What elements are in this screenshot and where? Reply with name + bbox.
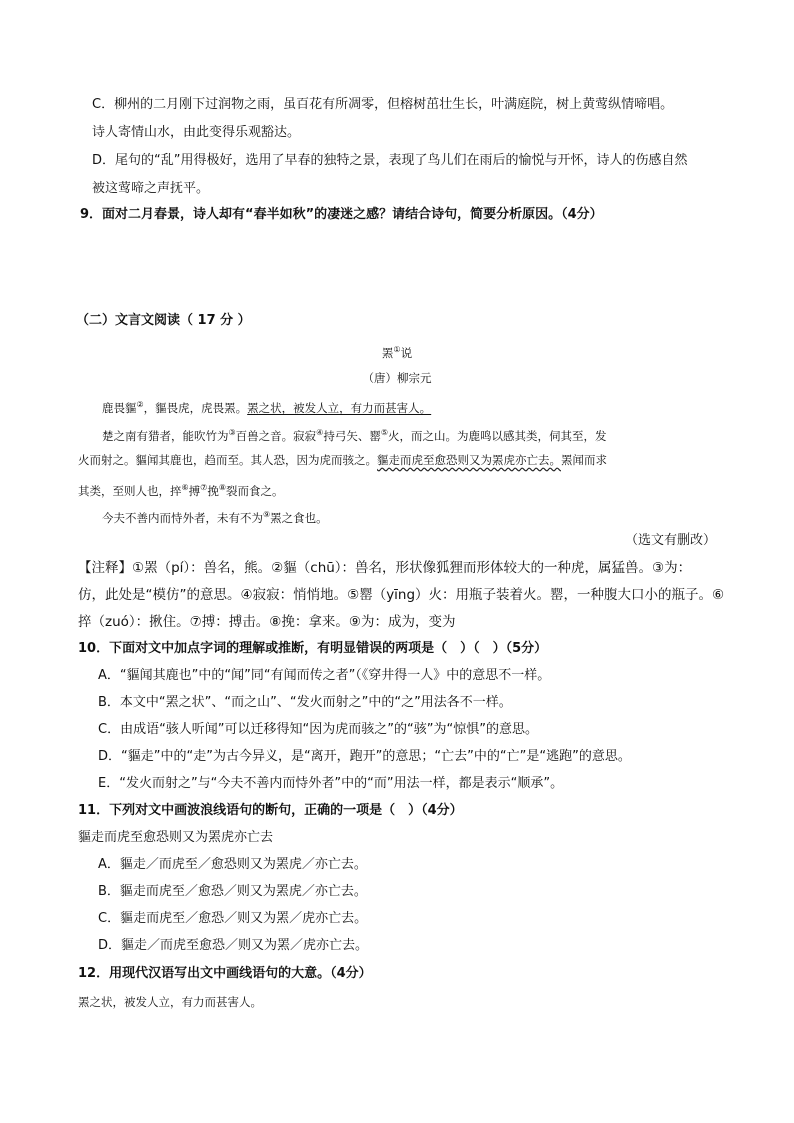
source-note: （选文有删改） [624, 533, 716, 548]
q8-option-c-line1: C．柳州的二月刚下过润物之雨，虽百花有所凋零，但榕树茁壮生长，叶满庭院，树上黄莺纵情啼唱。 [92, 97, 674, 112]
notes-line-3: 捽（zuó）：揪住。⑦搏：搏击。⑧挽：拿来。⑨为：成为，变为 [78, 614, 456, 630]
passage-paragraph-2-line3: 其类，至则人也，捽⑥搏⑦挽⑧裂而食之。 [78, 483, 284, 498]
passage-paragraph-2-line2: 火而射之。貙闻其鹿也，趋而至。其人恐，因为虎而骇之。貙走而虎至愈恐则又为罴虎亦亡去。罴闻而求 [78, 453, 607, 467]
wavy-underlined-sentence: 貙走而虎至愈恐则又为罴虎亦亡去。 [377, 453, 561, 467]
q10-option-d: D．“貙走”中的“走”为古今异义，是“离开，跑开”的意思；“亡去”中的“亡”是“逃跑”的意思。 [98, 749, 631, 764]
q11-option-d: D．貙走／而虎至愈恐／则又为罴／虎亦亡去。 [98, 938, 369, 953]
passage-paragraph-3: 今夫不善内而恃外者，未有不为⑨罴之食也。 [102, 510, 328, 525]
q11-option-c: C．貙走而虎至／愈恐／则又为罴／虎亦亡去。 [98, 911, 368, 926]
q11-sentence: 貙走而虎至愈恐则又为罴虎亦亡去 [78, 830, 274, 845]
section2-heading: （二）文言文阅读（ 17 分 ） [76, 313, 251, 328]
q8-option-c-line2: 诗人寄情山水，由此变得乐观豁达。 [92, 125, 301, 140]
q11-option-b: B．貙走而虎至／愈恐／则又为罴虎／亦亡去。 [98, 884, 367, 899]
passage-author: （唐）柳宗元 [362, 371, 432, 385]
underlined-sentence: 罴之状，被发人立，有力而甚害人。 [247, 400, 432, 415]
q8-option-d-line1: D．尾句的“乱”用得极好，选用了早春的独特之景，表现了鸟儿们在雨后的愉悦与开怀，诗人的伤感自然 [92, 153, 688, 168]
q8-option-d-line2: 被这莺啼之声抚平。 [92, 181, 210, 196]
notes-line-1: 【注释】①罴（pí）：兽名，熊。②貙（chū）：兽名，形状像狐狸而形体较大的一种虎，属猛兽。③为： [78, 560, 692, 576]
q10-option-a: A．“貙闻其鹿也”中的“闻”同“有闻而传之者”（《穿井得一人》中的意思不一样。 [98, 668, 551, 683]
q12-sentence: 罴之状，被发人立，有力而甚害人。 [78, 995, 262, 1009]
q10-option-c: C．由成语“骇人听闻”可以迁移得知“因为虎而骇之”的“骇”为“惊惧”的意思。 [98, 722, 538, 737]
q11-option-a: A．貙走／而虎至／愈恐则又为罴虎／亦亡去。 [98, 857, 367, 872]
q10-stem: 10．下面对文中加点字词的理解或推断，有明显错误的两项是（ ）（ ）（5分） [78, 641, 548, 656]
passage-paragraph-2-line1: 楚之南有猎者，能吹竹为③百兽之音。寂寂④持弓矢、罂⑤火，而之山。为鹿鸣以感其类，伺其至，发 [102, 428, 607, 443]
q10-option-b: B．本文中“罴之状”、“而之山”、“发火而射之”中的“之”用法各不一样。 [98, 695, 512, 710]
q9-stem: 9．面对二月春景，诗人却有“春半如秋”的凄迷之感？请结合诗句，简要分析原因。（4分） [80, 207, 603, 222]
passage-title: 罴①说 [381, 345, 413, 360]
q10-option-e: E．“发火而射之”与“今夫不善内而恃外者”中的“而”用法一样，都是表示“顺承”。 [98, 776, 564, 791]
q11-stem: 11．下列对文中画波浪线语句的断句，正确的一项是（ ）（4分） [78, 803, 463, 818]
q12-stem: 12．用现代汉语写出文中画线语句的大意。（4分） [78, 966, 372, 981]
notes-line-2: 仿，此处是“模仿”的意思。④寂寂：悄悄地。⑤罂（yīng）火：用瓶子装着火。罂，一种腹大口小的瓶子。⑥ [78, 587, 725, 603]
passage-paragraph-1: 鹿畏貙②，貙畏虎，虎畏罴。罴之状，被发人立，有力而甚害人。 [102, 400, 432, 415]
